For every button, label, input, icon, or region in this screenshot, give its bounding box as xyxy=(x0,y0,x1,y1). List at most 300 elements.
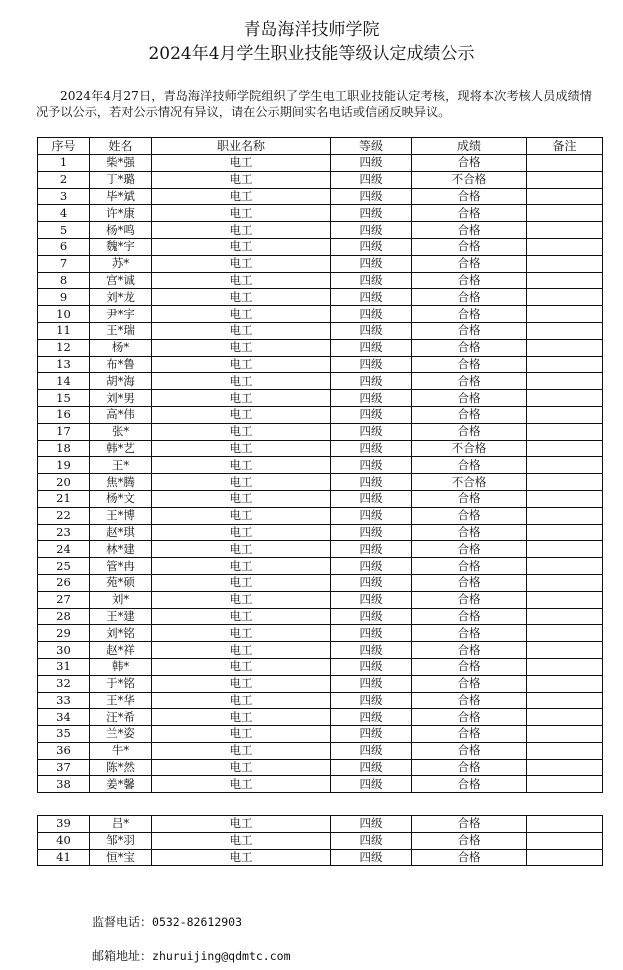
cell-no: 5 xyxy=(38,222,90,239)
cell-no: 29 xyxy=(38,625,90,642)
cell-no: 22 xyxy=(38,507,90,524)
cell-result: 合格 xyxy=(412,709,527,726)
cell-no: 19 xyxy=(38,457,90,474)
cell-note xyxy=(527,849,603,866)
cell-note xyxy=(527,322,603,339)
cell-occupation: 电工 xyxy=(152,423,331,440)
cell-name: 焦*腾 xyxy=(90,474,152,491)
cell-occupation: 电工 xyxy=(152,356,331,373)
cell-result: 合格 xyxy=(412,356,527,373)
cell-no: 24 xyxy=(38,541,90,558)
table-row xyxy=(38,205,603,222)
cell-name: 汪*希 xyxy=(90,709,152,726)
cell-no: 4 xyxy=(38,205,90,222)
results-table xyxy=(37,137,603,793)
cell-note xyxy=(527,832,603,849)
cell-occupation: 电工 xyxy=(152,490,331,507)
table-row xyxy=(38,574,603,591)
cell-occupation: 电工 xyxy=(152,675,331,692)
table-row xyxy=(38,816,603,833)
cell-no: 1 xyxy=(38,155,90,172)
cell-name: 魏*宇 xyxy=(90,238,152,255)
cell-note xyxy=(527,675,603,692)
cell-note xyxy=(527,390,603,407)
cell-note xyxy=(527,474,603,491)
cell-name: 牛* xyxy=(90,742,152,759)
cell-level: 四级 xyxy=(331,155,412,172)
cell-occupation: 电工 xyxy=(152,373,331,390)
cell-name: 张* xyxy=(90,423,152,440)
cell-no: 18 xyxy=(38,440,90,457)
table-row xyxy=(38,608,603,625)
cell-no: 32 xyxy=(38,675,90,692)
table-row xyxy=(38,709,603,726)
cell-level: 四级 xyxy=(331,558,412,575)
intro-paragraph: 2024年4月27日，青岛海洋技师学院组织了学生电工职业技能认定考核，现将本次考核人员成绩情况予以公示，若对公示情况有异议，请在公示期间实名电话或信函反映异议。 xyxy=(36,89,592,119)
cell-result: 合格 xyxy=(412,255,527,272)
cell-name: 杨*文 xyxy=(90,490,152,507)
cell-level: 四级 xyxy=(331,524,412,541)
table-row xyxy=(38,759,603,776)
cell-level: 四级 xyxy=(331,608,412,625)
cell-occupation: 电工 xyxy=(152,272,331,289)
cell-note xyxy=(527,709,603,726)
cell-result: 合格 xyxy=(412,832,527,849)
cell-note xyxy=(527,658,603,675)
cell-name: 布*鲁 xyxy=(90,356,152,373)
cell-name: 杨*鸣 xyxy=(90,222,152,239)
cell-result: 合格 xyxy=(412,675,527,692)
cell-note xyxy=(527,742,603,759)
cell-level: 四级 xyxy=(331,832,412,849)
cell-result: 合格 xyxy=(412,816,527,833)
cell-note xyxy=(527,238,603,255)
cell-name: 韩* xyxy=(90,658,152,675)
cell-note xyxy=(527,255,603,272)
cell-occupation: 电工 xyxy=(152,289,331,306)
table-row xyxy=(38,272,603,289)
table-row xyxy=(38,171,603,188)
cell-result: 合格 xyxy=(412,289,527,306)
cell-no: 2 xyxy=(38,171,90,188)
cell-note xyxy=(527,776,603,793)
table-row xyxy=(38,238,603,255)
cell-level: 四级 xyxy=(331,816,412,833)
cell-occupation: 电工 xyxy=(152,306,331,323)
cell-result: 合格 xyxy=(412,155,527,172)
cell-occupation: 电工 xyxy=(152,155,331,172)
cell-no: 13 xyxy=(38,356,90,373)
cell-occupation: 电工 xyxy=(152,709,331,726)
cell-result: 合格 xyxy=(412,558,527,575)
table-row xyxy=(38,356,603,373)
cell-level: 四级 xyxy=(331,726,412,743)
cell-level: 四级 xyxy=(331,423,412,440)
cell-name: 兰*姿 xyxy=(90,726,152,743)
cell-no: 3 xyxy=(38,188,90,205)
table-row xyxy=(38,457,603,474)
table-row xyxy=(38,440,603,457)
cell-result: 不合格 xyxy=(412,440,527,457)
cell-result: 合格 xyxy=(412,726,527,743)
cell-level: 四级 xyxy=(331,406,412,423)
cell-note xyxy=(527,222,603,239)
cell-name: 丁*璐 xyxy=(90,171,152,188)
cell-occupation: 电工 xyxy=(152,188,331,205)
cell-result: 合格 xyxy=(412,608,527,625)
cell-occupation: 电工 xyxy=(152,759,331,776)
cell-name: 王* xyxy=(90,457,152,474)
table-row xyxy=(38,541,603,558)
cell-note xyxy=(527,507,603,524)
cell-no: 10 xyxy=(38,306,90,323)
column-header-no: 序号 xyxy=(38,138,90,155)
column-header-name: 姓名 xyxy=(90,138,152,155)
cell-note xyxy=(527,155,603,172)
cell-level: 四级 xyxy=(331,709,412,726)
table-row xyxy=(38,658,603,675)
table-row xyxy=(38,558,603,575)
cell-name: 邹*羽 xyxy=(90,832,152,849)
cell-note xyxy=(527,289,603,306)
cell-note xyxy=(527,574,603,591)
supervision-phone xyxy=(92,914,242,930)
cell-note xyxy=(527,423,603,440)
cell-level: 四级 xyxy=(331,390,412,407)
cell-note xyxy=(527,373,603,390)
table-row xyxy=(38,406,603,423)
cell-note xyxy=(527,524,603,541)
cell-level: 四级 xyxy=(331,625,412,642)
cell-occupation: 电工 xyxy=(152,541,331,558)
table-row xyxy=(38,507,603,524)
cell-note xyxy=(527,306,603,323)
cell-level: 四级 xyxy=(331,759,412,776)
cell-note xyxy=(527,440,603,457)
cell-name: 胡*海 xyxy=(90,373,152,390)
cell-no: 21 xyxy=(38,490,90,507)
cell-name: 姜*馨 xyxy=(90,776,152,793)
cell-occupation: 电工 xyxy=(152,574,331,591)
cell-level: 四级 xyxy=(331,222,412,239)
cell-note xyxy=(527,692,603,709)
cell-occupation: 电工 xyxy=(152,171,331,188)
cell-name: 王*建 xyxy=(90,608,152,625)
cell-result: 合格 xyxy=(412,390,527,407)
cell-note xyxy=(527,558,603,575)
cell-occupation: 电工 xyxy=(152,440,331,457)
cell-no: 28 xyxy=(38,608,90,625)
cell-level: 四级 xyxy=(331,658,412,675)
email-address xyxy=(92,948,291,964)
table-row xyxy=(38,776,603,793)
cell-note xyxy=(527,406,603,423)
cell-name: 陈*然 xyxy=(90,759,152,776)
cell-no: 15 xyxy=(38,390,90,407)
cell-note xyxy=(527,272,603,289)
cell-name: 苏* xyxy=(90,255,152,272)
cell-level: 四级 xyxy=(331,474,412,491)
table-row xyxy=(38,474,603,491)
cell-name: 高*伟 xyxy=(90,406,152,423)
cell-no: 33 xyxy=(38,692,90,709)
table-row xyxy=(38,642,603,659)
cell-level: 四级 xyxy=(331,591,412,608)
table-row xyxy=(38,373,603,390)
table-row xyxy=(38,222,603,239)
cell-result: 合格 xyxy=(412,524,527,541)
cell-occupation: 电工 xyxy=(152,726,331,743)
cell-name: 柴*强 xyxy=(90,155,152,172)
cell-level: 四级 xyxy=(331,306,412,323)
table-row xyxy=(38,339,603,356)
cell-result: 合格 xyxy=(412,272,527,289)
cell-result: 合格 xyxy=(412,238,527,255)
cell-name: 于*铭 xyxy=(90,675,152,692)
cell-no: 17 xyxy=(38,423,90,440)
cell-occupation: 电工 xyxy=(152,625,331,642)
cell-level: 四级 xyxy=(331,339,412,356)
cell-note xyxy=(527,591,603,608)
cell-occupation: 电工 xyxy=(152,474,331,491)
cell-no: 8 xyxy=(38,272,90,289)
cell-note xyxy=(527,457,603,474)
page-title: 青岛海洋技师学院 xyxy=(243,20,380,40)
cell-result: 不合格 xyxy=(412,171,527,188)
cell-note xyxy=(527,171,603,188)
phone-label: 监督电话： xyxy=(92,915,153,929)
table-row xyxy=(38,423,603,440)
column-header-result: 成绩 xyxy=(412,138,527,155)
table-header-row xyxy=(38,138,603,155)
cell-result: 合格 xyxy=(412,205,527,222)
cell-occupation: 电工 xyxy=(152,591,331,608)
cell-no: 9 xyxy=(38,289,90,306)
cell-result: 合格 xyxy=(412,406,527,423)
table-row xyxy=(38,591,603,608)
cell-no: 39 xyxy=(38,816,90,833)
cell-level: 四级 xyxy=(331,440,412,457)
cell-note xyxy=(527,541,603,558)
cell-note xyxy=(527,356,603,373)
cell-no: 36 xyxy=(38,742,90,759)
cell-no: 27 xyxy=(38,591,90,608)
cell-no: 14 xyxy=(38,373,90,390)
cell-no: 7 xyxy=(38,255,90,272)
cell-no: 20 xyxy=(38,474,90,491)
cell-result: 合格 xyxy=(412,692,527,709)
cell-level: 四级 xyxy=(331,255,412,272)
cell-result: 合格 xyxy=(412,658,527,675)
cell-occupation: 电工 xyxy=(152,390,331,407)
cell-occupation: 电工 xyxy=(152,776,331,793)
cell-no: 41 xyxy=(38,849,90,866)
cell-result: 合格 xyxy=(412,306,527,323)
cell-level: 四级 xyxy=(331,776,412,793)
cell-level: 四级 xyxy=(331,238,412,255)
cell-level: 四级 xyxy=(331,849,412,866)
table-row xyxy=(38,692,603,709)
cell-result: 合格 xyxy=(412,490,527,507)
cell-level: 四级 xyxy=(331,171,412,188)
cell-result: 不合格 xyxy=(412,474,527,491)
cell-name: 林*建 xyxy=(90,541,152,558)
cell-occupation: 电工 xyxy=(152,658,331,675)
cell-level: 四级 xyxy=(331,541,412,558)
cell-result: 合格 xyxy=(412,188,527,205)
cell-result: 合格 xyxy=(412,457,527,474)
cell-name: 赵*祥 xyxy=(90,642,152,659)
table-row xyxy=(38,306,603,323)
phone-number: 0532-82612903 xyxy=(152,915,243,929)
cell-name: 尹*宇 xyxy=(90,306,152,323)
cell-level: 四级 xyxy=(331,356,412,373)
cell-occupation: 电工 xyxy=(152,507,331,524)
table-row xyxy=(38,726,603,743)
cell-level: 四级 xyxy=(331,205,412,222)
cell-no: 34 xyxy=(38,709,90,726)
cell-name: 毕*斌 xyxy=(90,188,152,205)
table-row xyxy=(38,155,603,172)
cell-occupation: 电工 xyxy=(152,849,331,866)
cell-note xyxy=(527,188,603,205)
cell-name: 恒*宝 xyxy=(90,849,152,866)
table-row xyxy=(38,255,603,272)
table-row xyxy=(38,524,603,541)
column-header-level: 等级 xyxy=(331,138,412,155)
cell-occupation: 电工 xyxy=(152,238,331,255)
cell-no: 37 xyxy=(38,759,90,776)
cell-note xyxy=(527,625,603,642)
cell-no: 16 xyxy=(38,406,90,423)
cell-result: 合格 xyxy=(412,222,527,239)
cell-name: 宫*诚 xyxy=(90,272,152,289)
cell-occupation: 电工 xyxy=(152,205,331,222)
table-row xyxy=(38,832,603,849)
cell-occupation: 电工 xyxy=(152,457,331,474)
cell-result: 合格 xyxy=(412,849,527,866)
results-table-continued xyxy=(37,815,603,866)
cell-result: 合格 xyxy=(412,642,527,659)
cell-occupation: 电工 xyxy=(152,255,331,272)
cell-name: 王*博 xyxy=(90,507,152,524)
cell-name: 王*华 xyxy=(90,692,152,709)
cell-level: 四级 xyxy=(331,457,412,474)
cell-level: 四级 xyxy=(331,272,412,289)
cell-name: 许*康 xyxy=(90,205,152,222)
cell-no: 38 xyxy=(38,776,90,793)
table-row xyxy=(38,390,603,407)
cell-note xyxy=(527,816,603,833)
cell-result: 合格 xyxy=(412,759,527,776)
table-row xyxy=(38,849,603,866)
cell-level: 四级 xyxy=(331,490,412,507)
cell-result: 合格 xyxy=(412,776,527,793)
cell-occupation: 电工 xyxy=(152,339,331,356)
cell-result: 合格 xyxy=(412,625,527,642)
cell-occupation: 电工 xyxy=(152,524,331,541)
table-row xyxy=(38,490,603,507)
cell-occupation: 电工 xyxy=(152,322,331,339)
cell-result: 合格 xyxy=(412,339,527,356)
email-label: 邮箱地址： xyxy=(92,949,153,963)
column-header-occupation: 职业名称 xyxy=(152,138,331,155)
cell-note xyxy=(527,642,603,659)
cell-level: 四级 xyxy=(331,675,412,692)
cell-result: 合格 xyxy=(412,322,527,339)
table-row xyxy=(38,675,603,692)
cell-no: 35 xyxy=(38,726,90,743)
cell-level: 四级 xyxy=(331,574,412,591)
cell-result: 合格 xyxy=(412,591,527,608)
page-subtitle: 2024年4月学生职业技能等级认定成绩公示 xyxy=(148,44,475,64)
cell-result: 合格 xyxy=(412,541,527,558)
cell-no: 12 xyxy=(38,339,90,356)
cell-result: 合格 xyxy=(412,373,527,390)
cell-level: 四级 xyxy=(331,373,412,390)
cell-name: 杨* xyxy=(90,339,152,356)
cell-name: 苑*硕 xyxy=(90,574,152,591)
cell-level: 四级 xyxy=(331,289,412,306)
cell-name: 刘*男 xyxy=(90,390,152,407)
cell-level: 四级 xyxy=(331,322,412,339)
cell-occupation: 电工 xyxy=(152,608,331,625)
cell-no: 40 xyxy=(38,832,90,849)
cell-note xyxy=(527,608,603,625)
cell-name: 赵*琪 xyxy=(90,524,152,541)
cell-note xyxy=(527,726,603,743)
table-row xyxy=(38,289,603,306)
cell-occupation: 电工 xyxy=(152,692,331,709)
cell-result: 合格 xyxy=(412,742,527,759)
cell-name: 吕* xyxy=(90,816,152,833)
cell-no: 30 xyxy=(38,642,90,659)
cell-note xyxy=(527,490,603,507)
cell-occupation: 电工 xyxy=(152,558,331,575)
table-row xyxy=(38,188,603,205)
table-row xyxy=(38,742,603,759)
cell-note xyxy=(527,339,603,356)
email-value: zhuruijing@qdmtc.com xyxy=(152,949,291,963)
table-row xyxy=(38,625,603,642)
cell-occupation: 电工 xyxy=(152,816,331,833)
cell-level: 四级 xyxy=(331,188,412,205)
cell-name: 韩*艺 xyxy=(90,440,152,457)
cell-no: 6 xyxy=(38,238,90,255)
cell-name: 刘*铭 xyxy=(90,625,152,642)
cell-no: 31 xyxy=(38,658,90,675)
cell-no: 25 xyxy=(38,558,90,575)
cell-occupation: 电工 xyxy=(152,406,331,423)
cell-level: 四级 xyxy=(331,692,412,709)
cell-no: 26 xyxy=(38,574,90,591)
cell-occupation: 电工 xyxy=(152,742,331,759)
cell-note xyxy=(527,205,603,222)
cell-result: 合格 xyxy=(412,507,527,524)
table-row xyxy=(38,322,603,339)
cell-name: 刘* xyxy=(90,591,152,608)
cell-result: 合格 xyxy=(412,574,527,591)
cell-no: 23 xyxy=(38,524,90,541)
cell-level: 四级 xyxy=(331,642,412,659)
cell-name: 王*瑞 xyxy=(90,322,152,339)
cell-occupation: 电工 xyxy=(152,832,331,849)
cell-name: 管*冉 xyxy=(90,558,152,575)
column-header-note: 备注 xyxy=(527,138,603,155)
cell-level: 四级 xyxy=(331,742,412,759)
cell-result: 合格 xyxy=(412,423,527,440)
cell-occupation: 电工 xyxy=(152,642,331,659)
